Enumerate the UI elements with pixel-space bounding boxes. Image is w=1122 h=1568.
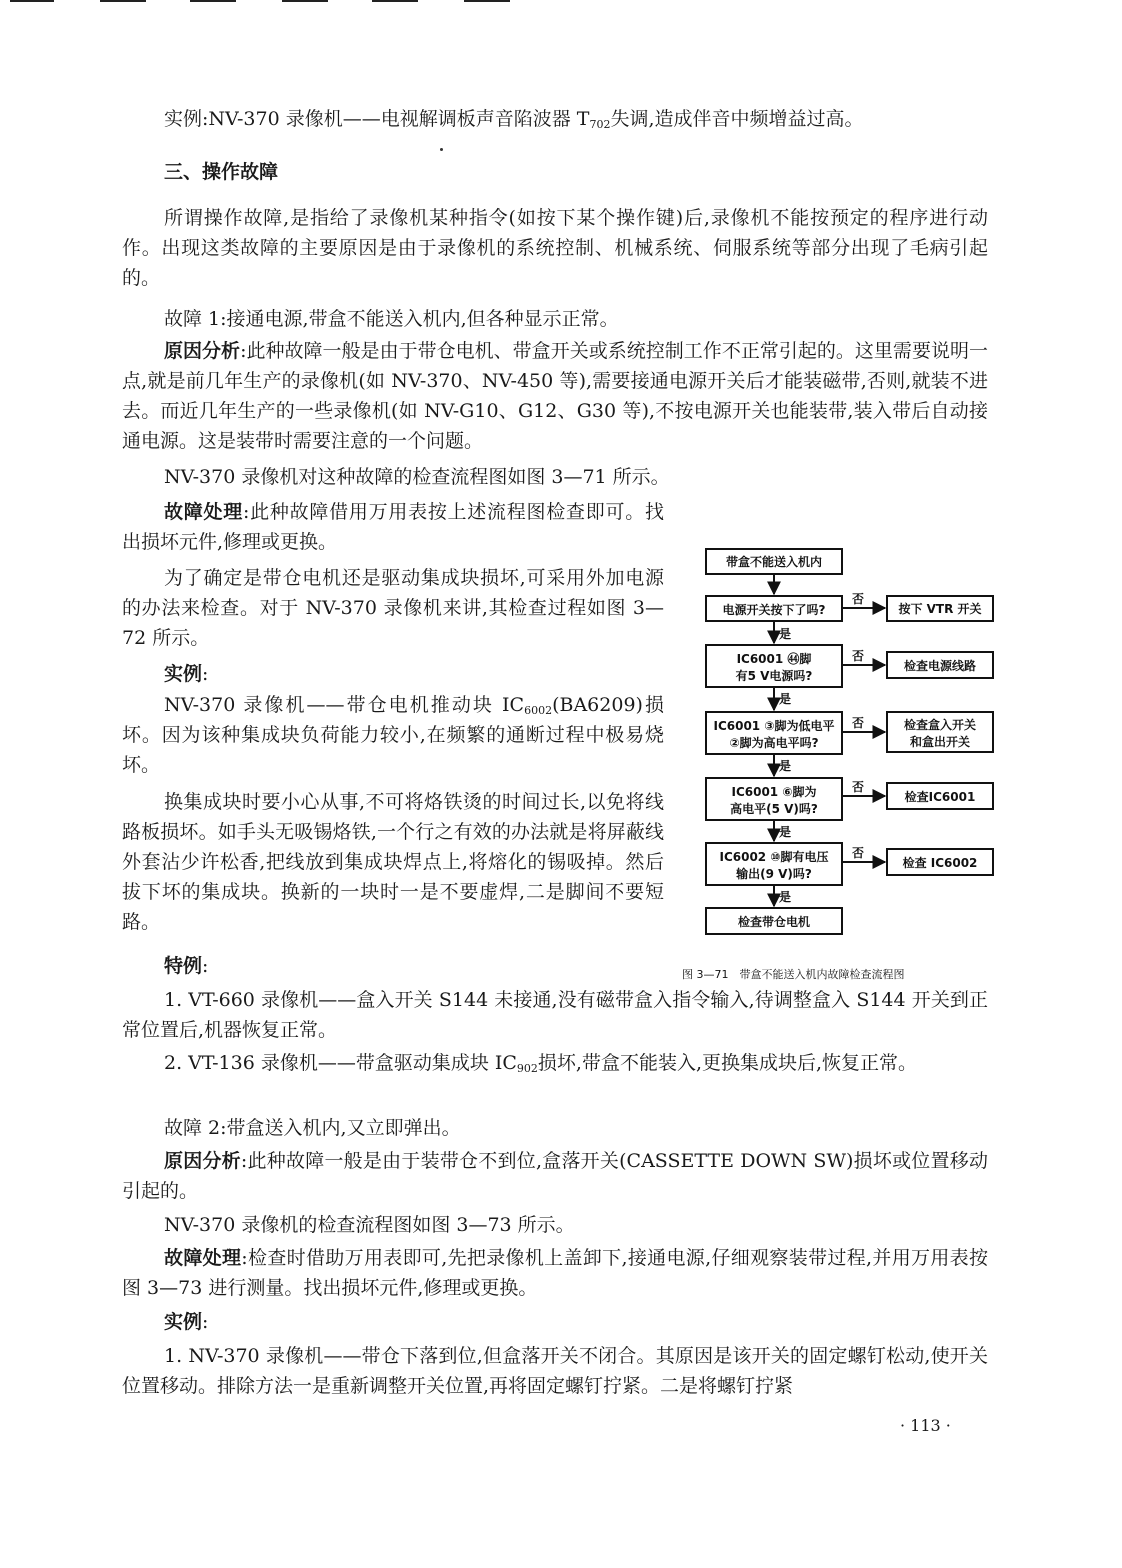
flow-step-1-line1: 电源开关按下了吗? [722,603,826,617]
fault-handling-2: 故障处理:检查时借助万用表即可,先把录像机上盖卸下,接通电源,仔细观察装带过程,并用万用表按图 3—73 进行测量。找出损坏元件,修理或更换。 [122,1247,988,1299]
flow-action-2-label: 检查电源线路 [903,659,977,673]
special-example-label: 特例: [164,955,209,977]
flowchart-caption: 图 3—71 带盒不能送入机内故障检查流程图 [682,968,905,981]
fault-1: 故障 1:接通电源,带盒不能送入机内,但各种显示正常。 [164,308,619,330]
flow-end-label: 检查带仓电机 [737,915,811,929]
yes-label-2: 是 [779,692,792,706]
flow-step-2-line1: IC6001 ㊹脚 [736,652,812,666]
no-label-1: 否 [852,592,865,606]
flow-step-3-line1: IC6001 ③脚为低电平 [713,719,835,733]
flow-action-1-label: 按下 VTR 开关 [898,602,982,616]
yes-label-4: 是 [779,825,792,839]
cause-analysis-1: 原因分析:此种故障一般是由于带仓电机、带盒开关或系统控制工作不正常引起的。这里需要说明一点,就是前几年生产的录像机(如 NV-370、NV-450 等),需要接通电源开关后才能装磁带,否则,就装不进去。而近几年生产的一些录像机(如 NV-G10、G12、G30 等),不按电源开关也能装带,装入带后自动接通电源。这是装带时需要注意的一个问题。 [122,340,988,452]
flow-action-3-line1: 检查盒入开关 [903,718,977,732]
flowchart-reference-2: NV-370 录像机的检查流程图如图 3—73 所示。 [164,1214,575,1236]
flow-step-5-line2: 输出(9 V)吗? [736,867,812,881]
flow-step-3-line2: ②脚为高电平吗? [729,736,819,750]
yes-label-5: 是 [779,890,792,904]
example-nv370-switch: 1. NV-370 录像机——带仓下落到位,但盒落开关不闭合。其原因是该开关的固定螺钉松动,使开关位置移动。排除方法一是重新调整开关位置,再将固定螺钉拧紧。二是将螺钉拧紧 [122,1345,988,1397]
example-label: 实例: [164,663,209,685]
flow-step-4-line1: IC6001 ⑥脚为 [731,785,817,799]
no-label-3: 否 [852,716,865,730]
yes-label-1: 是 [779,627,792,641]
cause-label: 原因分析 [164,340,241,362]
flow-step-2-line2: 有5 V电源吗? [735,669,813,683]
motor-check-paragraph: 为了确定是带仓电机还是驱动集成块损坏,可采用外加电源的办法来检查。对于 NV-370 录像机来讲,其检查过程如图 3—72 所示。 [122,567,664,649]
flow-action-3-line2: 和盒出开关 [909,735,971,749]
flow-start-label: 带盒不能送入机内 [725,555,823,569]
special-example-1: 1. VT-660 录像机——盒入开关 S144 未接通,没有磁带盒入指令输入,待调整盒入 S144 开关到正常位置后,机器恢复正常。 [122,989,988,1041]
example-label-2: 实例: [164,1311,209,1333]
no-label-5: 否 [852,846,865,860]
fault-handling-1: 故障处理:此种故障借用万用表按上述流程图检查即可。找出损坏元件,修理或更换。 [122,501,664,553]
cause-analysis-2: 原因分析:此种故障一般是由于装带仓不到位,盒落开关(CASSETTE DOWN SW)损坏或位置移动引起的。 [122,1150,988,1202]
flow-step-4-line2: 高电平(5 V)吗? [730,802,818,816]
section-heading: 三、操作故障 [164,161,279,183]
flow-action-4-label: 检查IC6001 [904,790,976,804]
flowchart-reference-1: NV-370 录像机对这种故障的检查流程图如图 3—71 所示。 [164,466,670,488]
yes-label-3: 是 [779,759,792,773]
fault-2: 故障 2:带盒送入机内,又立即弹出。 [164,1117,461,1139]
special-example-2: 2. VT-136 录像机——带盒驱动集成块 $IC_{902}$损坏,带盒不能装入,更换集成块后,恢复正常。 [164,1052,918,1075]
example-ic6002: NV-370 录像机——带仓电机推动块 $IC_{6002}(BA6209)$损坏。因为该种集成块负荷能力较小,在频繁的通断过程中极易烧坏。 [122,694,664,776]
no-label-4: 否 [852,780,865,794]
flow-step-5-line1: IC6002 ⑩脚有电压 [719,850,829,864]
intro-paragraph: 所谓操作故障,是指给了录像机某种指令(如按下某个操作键)后,录像机不能按预定的程序进行动作。出现这类故障的主要原因是由于录像机的系统控制、机械系统、伺服系统等部分出现了毛病引起的。 [122,207,988,289]
replace-ic-paragraph: 换集成块时要小心从事,不可将烙铁烫的时间过长,以免将线路板损坏。如手头无吸锡烙铁,一个行之有效的办法就是将屏蔽线外套沾少许松香,把线放到集成块焊点上,将熔化的锡吸掉。然后拔下坏的集成块。换新的一块时一是不要虚焊,二是脚间不要短路。 [122,791,664,933]
page-number: · 113 · [900,1416,951,1435]
handling-label: 故障处理 [164,501,243,523]
example-tv-demod: 实例:NV-370 录像机——电视解调板声音陷波器 $T_{702}$失调,造成伴音中频增益过高。 [164,108,864,131]
no-label-2: 否 [852,649,865,663]
flow-action-5-label: 检查 IC6002 [902,856,978,870]
